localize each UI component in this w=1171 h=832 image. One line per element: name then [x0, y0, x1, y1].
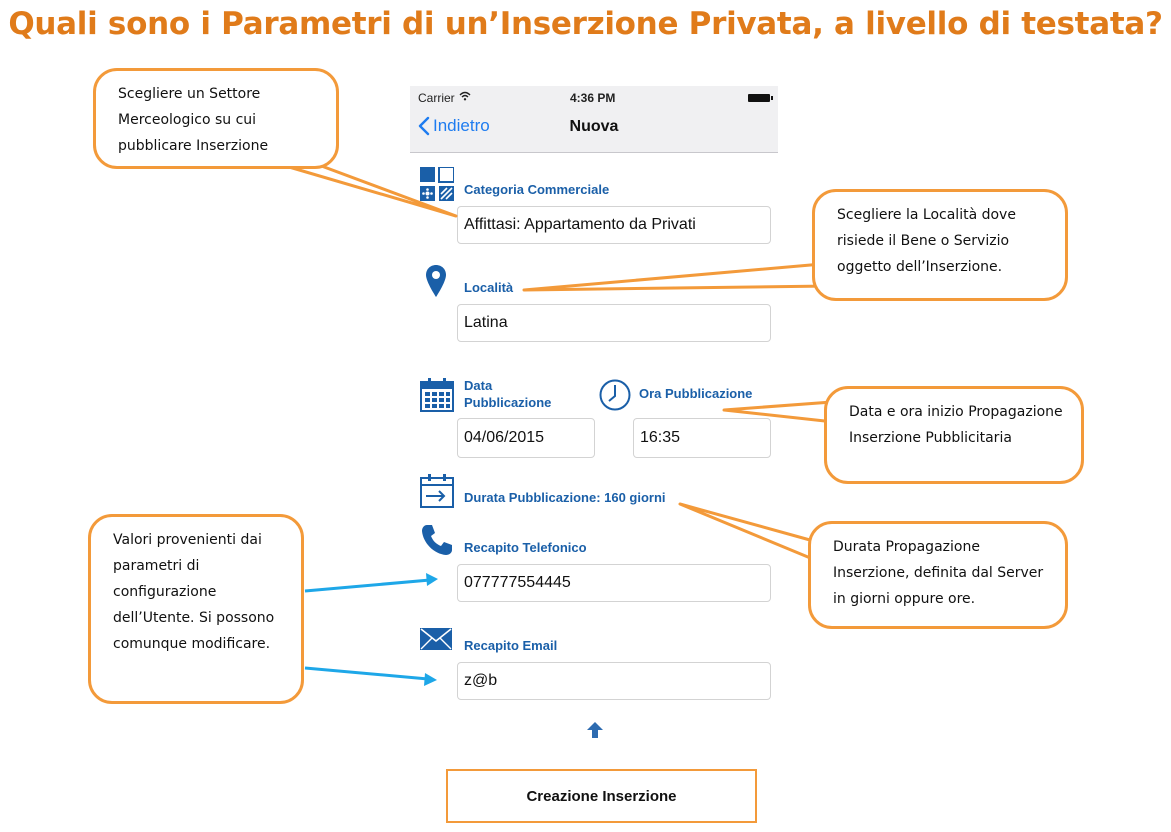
map-pin-icon [426, 265, 446, 297]
callout-data-ora: Data e ora inizio Propagazione Inserzione Pubblicitaria [824, 386, 1084, 484]
telefono-field[interactable]: 077777554445 [457, 564, 771, 602]
clock-icon [599, 379, 631, 411]
wifi-icon [459, 90, 471, 104]
data-field[interactable]: 04/06/2015 [457, 418, 595, 458]
phone-icon [421, 524, 453, 556]
email-label: Recapito Email [464, 638, 558, 653]
carrier-label: Carrier [418, 91, 455, 105]
ora-field[interactable]: 16:35 [633, 418, 771, 458]
localita-label: Località [464, 280, 514, 295]
up-arrow-icon[interactable] [586, 721, 604, 739]
data-label: Data Pubblicazione [464, 378, 552, 410]
back-label: Indietro [433, 116, 490, 135]
callout-valori: Valori provenienti dai parametri di configurazione dell’Utente. Si possono comunque modificare. [88, 514, 304, 704]
callout-durata: Durata Propagazione Inserzione, definita dal Server in giorni oppure ore. [808, 521, 1068, 629]
categoria-field[interactable]: Affittasi: Appartamento da Privati [457, 206, 771, 244]
categoria-label: Categoria Commerciale [464, 182, 610, 197]
telefono-label: Recapito Telefonico [464, 540, 587, 555]
status-bar [410, 86, 778, 108]
status-time: 4:36 PM [570, 91, 616, 105]
calendar-icon [420, 378, 454, 412]
battery-icon [748, 94, 770, 102]
email-field[interactable]: z@b [457, 662, 771, 700]
phone-navbar [410, 86, 778, 153]
nav-title: Nuova [569, 118, 619, 135]
category-grid-icon [420, 167, 454, 201]
localita-field[interactable]: Latina [457, 304, 771, 342]
callout-localita: Scegliere la Località dove risiede il Bene o Servizio oggetto dell’Inserzione. [812, 189, 1068, 301]
page-title: Quali sono i Parametri di un’Inserzione Privata, a livello di testata? [8, 6, 1163, 42]
callout-settore: Scegliere un Settore Merceologico su cui pubblicare Inserzione [93, 68, 339, 169]
create-insertion-button[interactable]: Creazione Inserzione [446, 769, 757, 823]
durata-label: Durata Pubblicazione: 160 giorni [464, 490, 666, 505]
envelope-icon [420, 628, 452, 650]
calendar-arrow-icon [420, 474, 454, 508]
ora-label: Ora Pubblicazione [639, 386, 753, 401]
